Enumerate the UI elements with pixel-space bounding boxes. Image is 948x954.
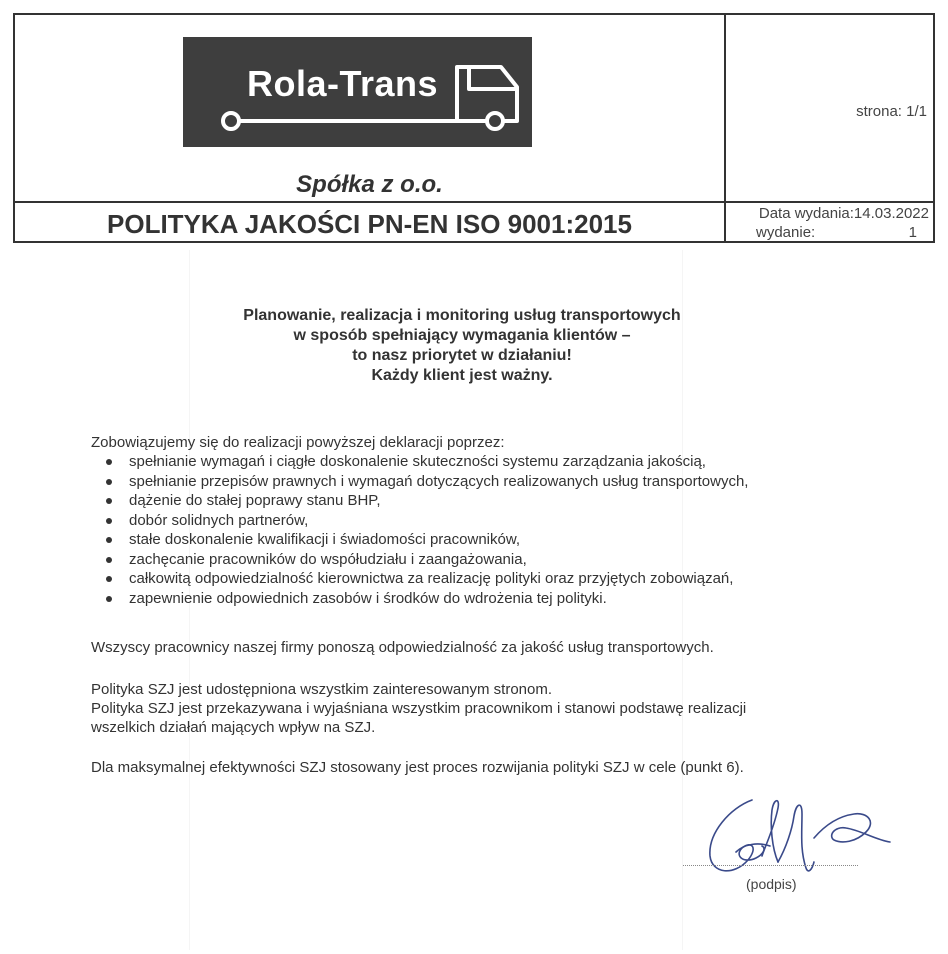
page-number: strona: 1/1 — [856, 103, 927, 120]
list-item: stałe doskonalenie kwalifikacji i świadomości pracowników, — [91, 530, 748, 550]
list-item: zapewnienie odpowiednich zasobów i środków do wdrożenia tej polityki. — [91, 589, 748, 609]
company-logo — [183, 37, 532, 147]
signature-line — [683, 865, 858, 866]
policy-communication-cont: wszelkich działań mających wpływ na SZJ. — [91, 719, 376, 736]
issue-value: 1 — [908, 224, 917, 241]
logo-text: Rola-Trans — [247, 63, 439, 104]
list-item: zachęcanie pracowników do współudziału i zaangażowania, — [91, 550, 748, 570]
policy-motto — [100, 306, 824, 386]
issue-label: wydanie: — [756, 224, 816, 241]
document-title: POLITYKA JAKOŚCI PN-EN ISO 9001:2015 — [107, 209, 632, 239]
motto-line: Każdy klient jest ważny. — [371, 367, 553, 384]
list-item: dobór solidnych partnerów, — [91, 511, 748, 531]
motto-line: Planowanie, realizacja i monitoring usług transportowych — [243, 307, 681, 324]
motto-line: to nasz priorytet w działaniu! — [352, 347, 572, 364]
signature-label: (podpis) — [746, 876, 797, 892]
policy-development: Dla maksymalnej efektywności SZJ stosowany jest proces rozwijania polityki SZJ w cele (punkt 6). — [91, 759, 744, 776]
handwritten-signature — [700, 778, 900, 888]
commitments-intro: Zobowiązujemy się do realizacji powyższej deklaracji poprzez: — [91, 434, 505, 451]
document-header — [13, 13, 935, 243]
list-item: spełnianie wymagań i ciągłe doskonalenie skuteczności systemu zarządzania jakością, — [91, 452, 748, 472]
issue-date: Data wydania:14.03.2022 — [758, 205, 929, 222]
responsibility-statement: Wszyscy pracownicy naszej firmy ponoszą odpowiedzialność za jakość usług transportowych. — [91, 639, 714, 656]
policy-communication: Polityka SZJ jest przekazywana i wyjaśniana wszystkim pracownikom i stanowi podstawę realizacji — [91, 700, 747, 717]
list-item: spełnianie przepisów prawnych i wymagań dotyczących realizowanych usług transportowych, — [91, 472, 748, 492]
list-item: całkowitą odpowiedzialność kierownictwa za realizację polityki oraz przyjętych zobowiązań, — [91, 569, 748, 589]
list-item: dążenie do stałej poprawy stanu BHP, — [91, 491, 748, 511]
policy-availability: Polityka SZJ jest udostępniona wszystkim zainteresowanym stronom. — [91, 681, 553, 698]
commitments-list — [91, 452, 748, 608]
header-divider-horizontal — [15, 201, 933, 203]
motto-line: w sposób spełniający wymagania klientów – — [293, 327, 631, 344]
company-name: Spółka z o.o. — [296, 171, 443, 198]
